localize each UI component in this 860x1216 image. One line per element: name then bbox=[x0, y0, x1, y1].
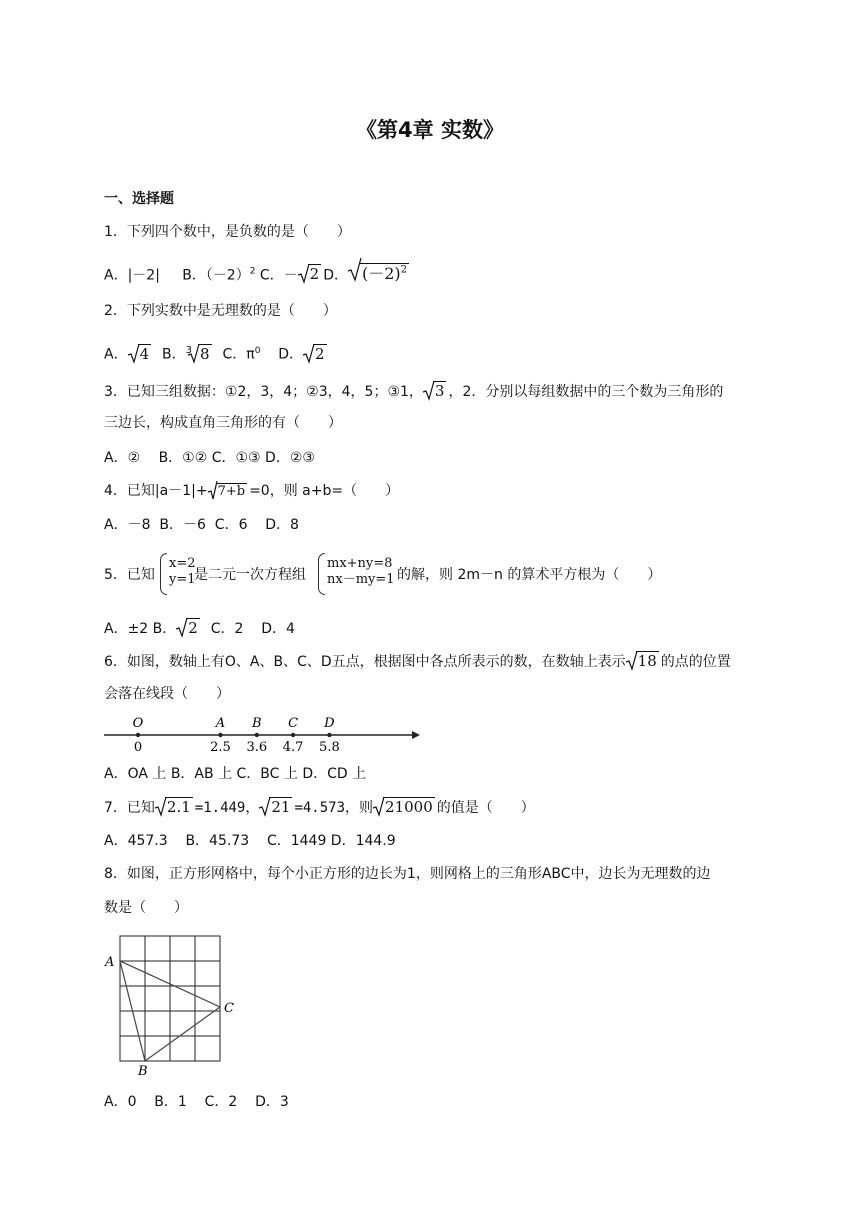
question-6-options: A．OA 上 B．AB 上 C．BC 上 D．CD 上 bbox=[104, 766, 367, 782]
axis-arrow-icon bbox=[412, 731, 420, 739]
q2-option-c-exponent: 0 bbox=[254, 346, 261, 356]
point-value-d: 5.8 bbox=[319, 740, 340, 755]
radicand: 3 bbox=[434, 382, 445, 400]
equation-system-2 bbox=[327, 556, 395, 588]
grid-triangle-figure bbox=[100, 930, 250, 1080]
radical bbox=[303, 345, 327, 364]
q2-option-b: B． bbox=[162, 346, 186, 363]
point-label-d: D bbox=[324, 716, 335, 731]
question-3-options: A．② B．①② C．①③ D．②③ bbox=[104, 450, 315, 466]
square-grid bbox=[120, 936, 220, 1061]
q5-option-a: A．±2 B． bbox=[104, 621, 177, 637]
radicand-exponent: 2 bbox=[400, 265, 408, 276]
question-8-stem-line-2: 数是（ ） bbox=[104, 900, 188, 916]
radical bbox=[626, 652, 659, 671]
q6-text-a: 6．如图，数轴上有O、A、B、C、D五点，根据图中各点所表示的数，在数轴上表示 bbox=[104, 654, 626, 670]
question-7-stem bbox=[104, 798, 535, 817]
vertex-label-b: B bbox=[138, 1064, 148, 1079]
radicand-base: (－2) bbox=[362, 264, 401, 284]
radical bbox=[208, 482, 248, 501]
point-value-c: 4.7 bbox=[282, 740, 304, 755]
radicand: 7+b bbox=[217, 484, 246, 499]
point-label-b: B bbox=[252, 716, 262, 731]
point-value-b: 3.6 bbox=[246, 740, 268, 755]
question-4-options: A．－8 B．－6 C．6 D．8 bbox=[104, 517, 299, 533]
q4-text-b: =0，则 a+b=（ ） bbox=[249, 483, 400, 499]
radicand: 8 bbox=[200, 344, 210, 363]
question-5-stem-a: 5．已知 bbox=[104, 567, 155, 583]
radicand: 2.1 bbox=[166, 798, 191, 816]
question-8-options: A．0 B．1 C．2 D．3 bbox=[104, 1094, 289, 1110]
point-c bbox=[291, 733, 295, 737]
q7-text-a: 7．已知 bbox=[104, 800, 155, 816]
question-8-stem-line-1: 8．如图，正方形网格中，每个小正方形的边长为1，则网格上的三角形ABC中，边长为无理数的边 bbox=[104, 866, 711, 882]
question-5-options bbox=[104, 619, 295, 638]
point-a bbox=[218, 733, 222, 737]
vertex-label-c: C bbox=[224, 1001, 234, 1016]
q7-value-2: =4.573，则 bbox=[294, 800, 374, 816]
point-label-o: O bbox=[132, 716, 144, 731]
point-value-a: 2.5 bbox=[210, 740, 231, 755]
q1-option-b-exponent: 2 bbox=[249, 266, 256, 277]
q7-text-b: 的值是（ ） bbox=[436, 800, 535, 816]
vertex-label-a: A bbox=[105, 955, 115, 970]
radical bbox=[423, 382, 447, 401]
q1-option-b: B．（－2） bbox=[182, 267, 250, 284]
question-4-stem bbox=[104, 482, 399, 501]
q3-text-a: 3．已知三组数据：①2，3，4；②3，4，5；③1， bbox=[104, 384, 423, 400]
point-label-c: C bbox=[288, 716, 299, 731]
question-3-stem-line-2: 三边长，构成直角三角形的有（ ） bbox=[104, 415, 342, 431]
page-title: 《第4章 实数》 bbox=[356, 118, 504, 142]
question-7-options: A．457.3 B．45.73 C．1449 D．144.9 bbox=[104, 833, 396, 849]
brace-left bbox=[160, 553, 167, 595]
q5-option-rest: C．2 D．4 bbox=[210, 621, 295, 637]
radicand: 18 bbox=[637, 652, 657, 670]
equation-system-1 bbox=[169, 556, 196, 588]
radical bbox=[298, 265, 322, 284]
q7-value-1: =1.449， bbox=[194, 800, 260, 816]
system-2-line-1: mx+ny=8 bbox=[327, 556, 393, 571]
q1-option-c: C．－ bbox=[259, 267, 298, 284]
point-b bbox=[255, 733, 259, 737]
radicand: 21000 bbox=[385, 798, 433, 816]
radical bbox=[259, 798, 292, 817]
q2-option-c: C．π bbox=[222, 346, 255, 363]
radicand: 2 bbox=[315, 344, 325, 363]
radicand: 2 bbox=[309, 265, 320, 284]
brace-left bbox=[318, 553, 325, 595]
system-1-line-1: x=2 bbox=[169, 556, 196, 571]
radicand: 4 bbox=[139, 344, 150, 363]
q2-option-d: D． bbox=[278, 346, 304, 363]
question-5-stem-b: 是二元一次方程组 bbox=[194, 567, 306, 583]
root-index: 3 bbox=[185, 345, 193, 356]
system-2-line-2: nx－my=1 bbox=[327, 572, 395, 587]
radical bbox=[176, 619, 200, 638]
question-1-options bbox=[104, 262, 411, 284]
q4-text-a: 4．已知|a－1|+ bbox=[104, 483, 208, 499]
question-6-stem-line-2: 会落在线段（ ） bbox=[104, 686, 230, 702]
question-5-stem-c: 的解，则 2m－n 的算术平方根为（ ） bbox=[397, 567, 662, 583]
question-1-stem: 1．下列四个数中，是负数的是（ ） bbox=[104, 224, 351, 240]
point-o bbox=[136, 733, 140, 737]
number-line-figure bbox=[100, 710, 430, 760]
radical bbox=[348, 262, 409, 284]
point-value-o: 0 bbox=[133, 740, 143, 755]
radicand: 2 bbox=[188, 619, 198, 637]
section-heading: 一、选择题 bbox=[104, 191, 174, 207]
radicand: 21 bbox=[271, 798, 291, 816]
question-6-stem-line-1 bbox=[104, 652, 731, 671]
radical bbox=[185, 344, 212, 364]
q1-option-d: D． bbox=[323, 267, 348, 284]
system-1-line-2: y=1 bbox=[169, 572, 196, 587]
point-d bbox=[327, 733, 331, 737]
radical bbox=[373, 798, 435, 817]
q1-option-a: A．|－2| bbox=[104, 267, 160, 284]
question-2-options bbox=[104, 342, 329, 364]
question-2-stem: 2．下列实数中是无理数的是（ ） bbox=[104, 303, 337, 319]
question-3-stem-line-1 bbox=[104, 382, 723, 401]
point-label-a: A bbox=[215, 716, 226, 731]
q3-text-b: ，2．分别以每组数据中的三个数为三角形的 bbox=[448, 384, 724, 400]
radical bbox=[128, 345, 152, 364]
q6-text-b: 的点的位置 bbox=[660, 654, 731, 670]
radical bbox=[155, 798, 193, 817]
q2-option-a: A． bbox=[104, 346, 128, 363]
